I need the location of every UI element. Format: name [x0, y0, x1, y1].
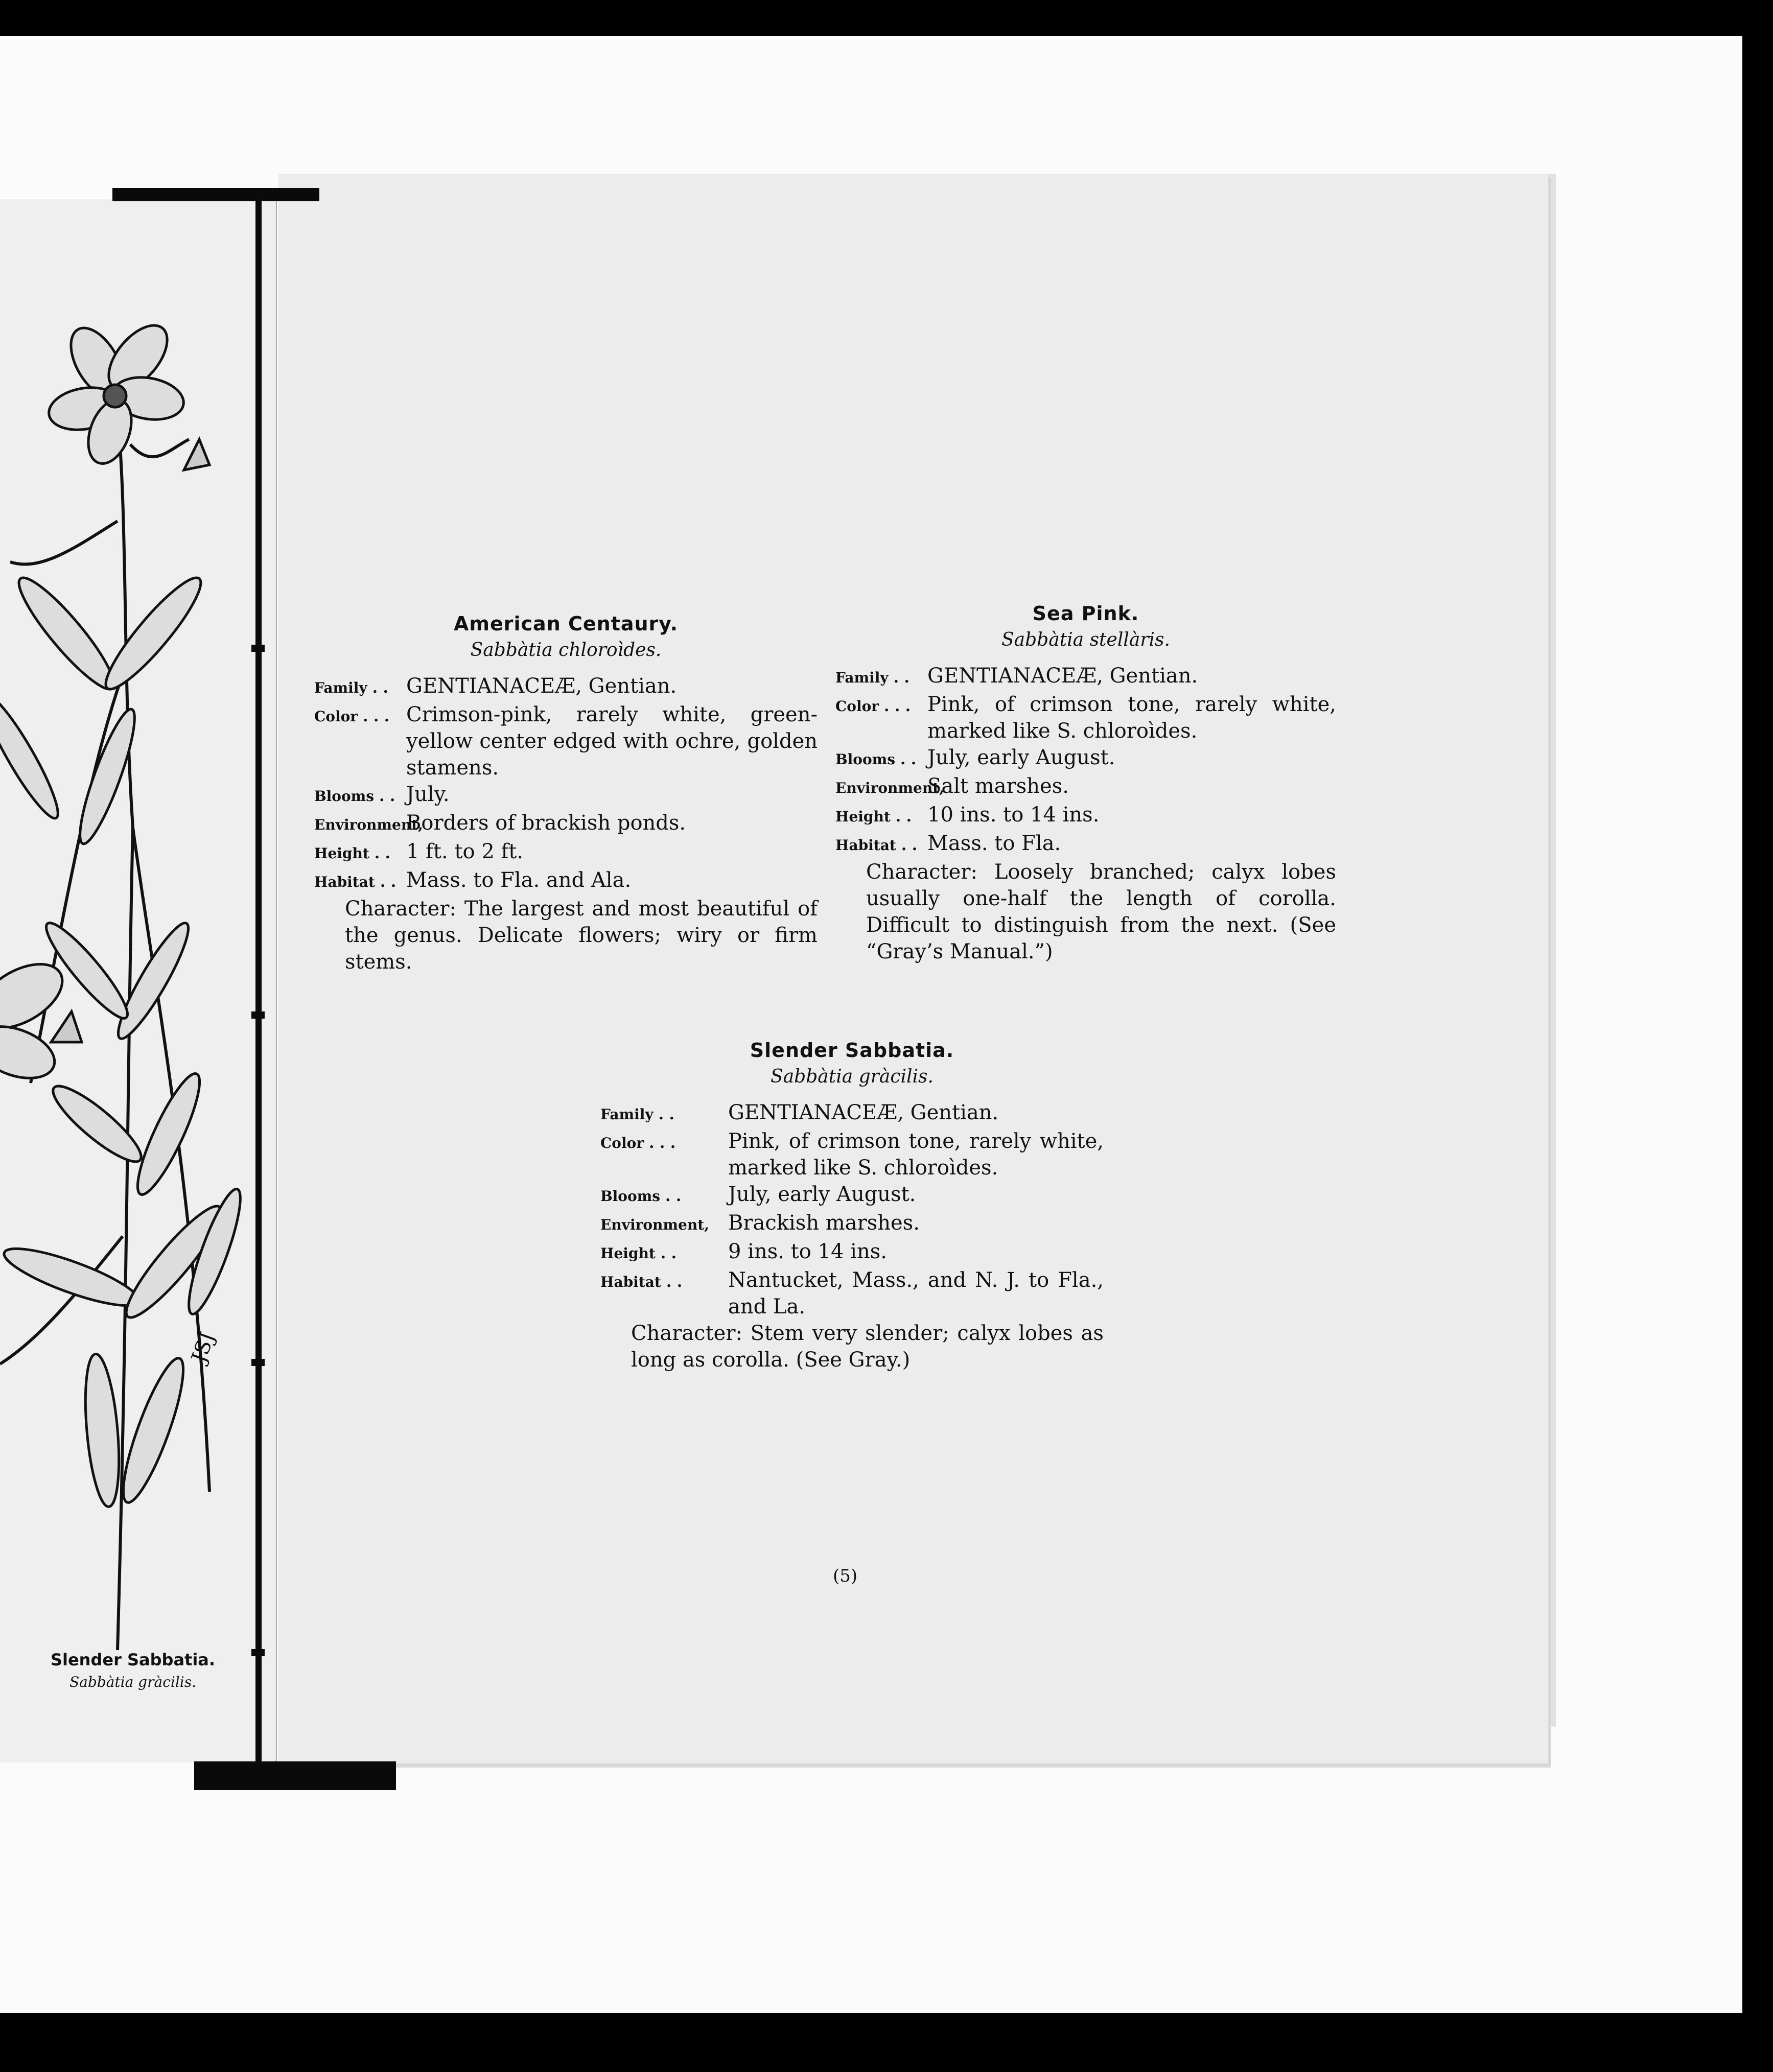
- family-label: Family . .: [835, 669, 910, 687]
- entry-slender-sabbatia: [600, 1037, 1104, 1373]
- height-row: [600, 1238, 1104, 1267]
- height-row: [835, 802, 1336, 830]
- entry-scientific-name: Sabbàtia chloroìdes.: [470, 640, 662, 661]
- environment-label: Environment,: [835, 780, 944, 796]
- environment-row: [314, 810, 818, 838]
- character-row: [600, 1320, 1104, 1373]
- environment-label: Environment,: [600, 1216, 709, 1233]
- binding-tick: [251, 1011, 265, 1019]
- habitat-label: Habitat . .: [600, 1273, 683, 1291]
- habitat-label: Habitat . .: [314, 873, 396, 891]
- entry-title: Sea Pink.: [1032, 602, 1139, 625]
- habitat-row: [600, 1267, 1104, 1320]
- entry-title: Slender Sabbatia.: [750, 1039, 954, 1062]
- family-row: [600, 1099, 1104, 1128]
- character-label: Character:: [866, 860, 977, 884]
- height-label: Height . .: [600, 1244, 677, 1262]
- family-value: GENTIANACEÆ, Gentian.: [728, 1101, 999, 1124]
- environment-row: [835, 773, 1336, 802]
- blooms-row: [835, 744, 1336, 773]
- binding-line: [255, 194, 262, 1768]
- habitat-value: Nantucket, Mass., and N. J. to Fla., and La.: [728, 1268, 1104, 1318]
- character-value: Loosely branched; calyx lobes usually one-half the length of corolla. Difficult to distinguish from the next. (See “Gray’s Manual.”): [866, 860, 1336, 963]
- entry-scientific-name: Sabbàtia stellàris.: [1001, 629, 1170, 650]
- blooms-value: July, early August.: [728, 1183, 916, 1206]
- color-row: [314, 701, 818, 781]
- blooms-label: Blooms . .: [835, 750, 917, 768]
- caption-scientific-name: Sabbàtia gràcilis.: [69, 1674, 197, 1690]
- family-label: Family . .: [314, 679, 389, 697]
- character-value: The largest and most beautiful of the genus. Delicate flowers; wiry or firm stems.: [345, 897, 818, 974]
- blooms-value: July.: [406, 783, 450, 806]
- environment-value: Brackish marshes.: [728, 1211, 920, 1235]
- habitat-label: Habitat . .: [835, 836, 918, 854]
- habitat-row: [314, 867, 818, 896]
- color-value: Pink, of crimson tone, rarely white, marked like S. chloroìdes.: [927, 693, 1336, 743]
- blooms-label: Blooms . .: [314, 787, 395, 805]
- blooms-label: Blooms . .: [600, 1187, 682, 1205]
- color-value: Crimson-pink, rarely white, green-yellow center edged with ochre, golden stamens.: [406, 703, 818, 780]
- family-value: GENTIANACEÆ, Gentian.: [927, 664, 1198, 688]
- entry-american-centaury: [314, 610, 818, 975]
- blooms-row: [314, 781, 818, 810]
- top-clip: [112, 188, 319, 201]
- character-label: Character:: [631, 1322, 742, 1345]
- bottom-clip: [194, 1761, 396, 1790]
- family-row: [835, 663, 1336, 691]
- svg-text:JSJ: JSJ: [187, 1329, 220, 1366]
- height-value: 1 ft. to 2 ft.: [406, 840, 524, 863]
- character-row: [835, 859, 1336, 965]
- height-value: 9 ins. to 14 ins.: [728, 1240, 887, 1263]
- environment-label: Environment,: [314, 816, 423, 833]
- entry-scientific-name: Sabbàtia gràcilis.: [771, 1066, 934, 1087]
- height-value: 10 ins. to 14 ins.: [927, 803, 1100, 827]
- illustration-caption: [31, 1650, 235, 1690]
- family-label: Family . .: [600, 1105, 675, 1123]
- binding-tick: [251, 645, 265, 652]
- color-row: [835, 691, 1336, 744]
- page-number: (5): [833, 1566, 858, 1586]
- family-row: [314, 673, 818, 701]
- color-row: [600, 1128, 1104, 1181]
- entry-sea-pink: [835, 600, 1336, 965]
- color-label: Color . . .: [600, 1134, 676, 1152]
- height-label: Height . .: [835, 808, 912, 826]
- environment-value: Borders of brackish ponds.: [406, 811, 686, 835]
- habitat-value: Mass. to Fla. and Ala.: [406, 868, 632, 892]
- height-row: [314, 838, 818, 867]
- character-label: Character:: [345, 897, 456, 921]
- caption-title: Slender Sabbatia.: [50, 1650, 216, 1669]
- color-label: Color . . .: [835, 697, 911, 715]
- blooms-row: [600, 1181, 1104, 1210]
- environment-row: [600, 1210, 1104, 1238]
- character-value: Stem very slender; calyx lobes as long as corolla. (See Gray.): [631, 1322, 1104, 1372]
- color-value: Pink, of crimson tone, rarely white, marked like S. chloroìdes.: [728, 1129, 1104, 1180]
- character-row: [314, 896, 818, 975]
- entry-title: American Centaury.: [453, 613, 679, 635]
- slender-sabbatia-illustration: [0, 317, 245, 1655]
- binding-tick: [251, 1649, 265, 1656]
- blooms-value: July, early August.: [927, 746, 1115, 769]
- family-value: GENTIANACEÆ, Gentian.: [406, 674, 677, 698]
- binding-tick: [251, 1359, 265, 1366]
- habitat-value: Mass. to Fla.: [927, 832, 1061, 855]
- color-label: Color . . .: [314, 708, 390, 725]
- habitat-row: [835, 830, 1336, 859]
- environment-value: Salt marshes.: [927, 774, 1069, 798]
- height-label: Height . .: [314, 844, 391, 862]
